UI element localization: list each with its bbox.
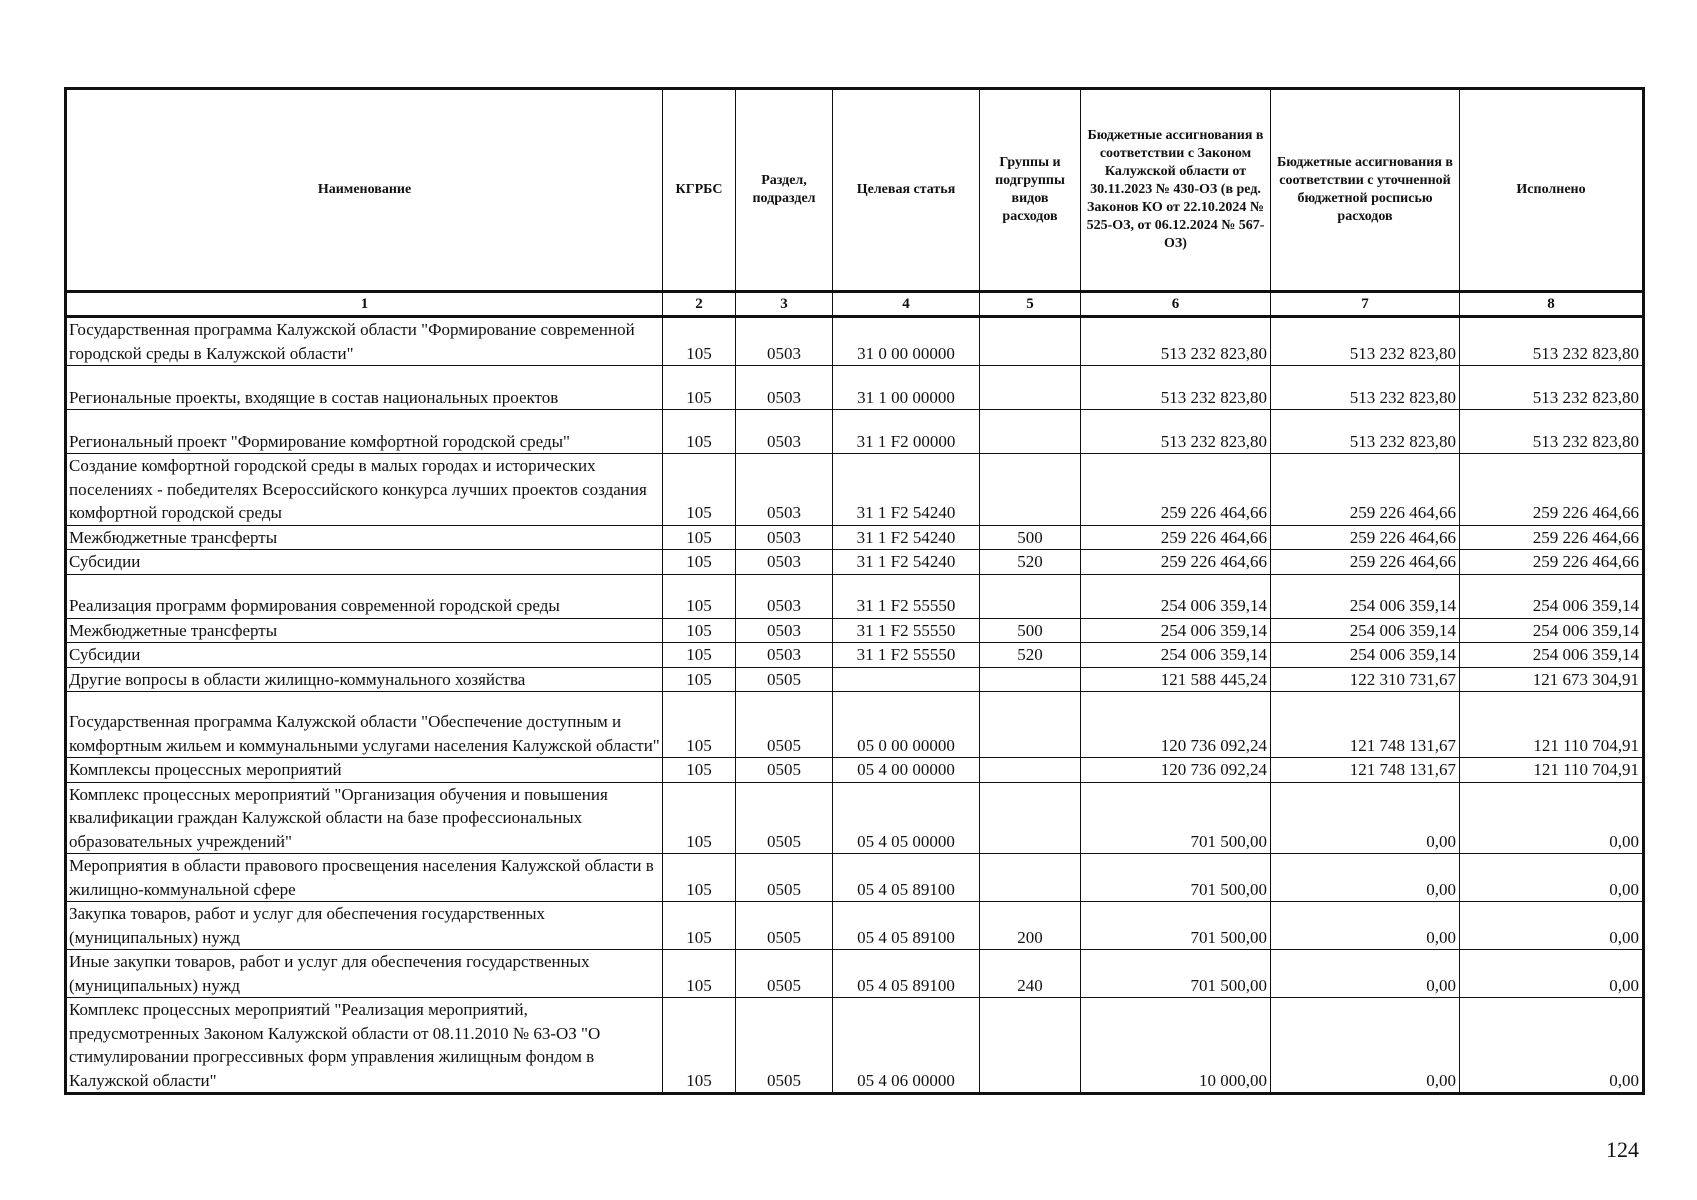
row-expense-group [980, 410, 1081, 454]
row-name: Создание комфортной городской среды в малых городах и исторических поселениях - победителях Всероссийского конкурса лучших проектов создания комфортной городской среды [66, 454, 663, 526]
row-refined-allocations: 254 006 359,14 [1271, 574, 1460, 618]
row-kgrbs: 105 [663, 574, 736, 618]
row-expense-group [980, 667, 1081, 692]
row-expense-group [980, 998, 1081, 1094]
row-name: Государственная программа Калужской области "Формирование современной городской среды в Калужской области" [66, 317, 663, 366]
row-name: Реализация программ формирования современной городской среды [66, 574, 663, 618]
row-kgrbs: 105 [663, 854, 736, 902]
header-name: Наименование [66, 89, 663, 292]
row-law-allocations: 10 000,00 [1081, 998, 1271, 1094]
row-section: 0503 [736, 618, 833, 643]
table-row [66, 454, 1644, 526]
row-expense-group [980, 692, 1081, 758]
row-target-article: 31 1 F2 55550 [833, 643, 980, 668]
row-kgrbs: 105 [663, 618, 736, 643]
table-row [66, 758, 1644, 783]
row-target-article: 31 1 F2 54240 [833, 454, 980, 526]
column-number: 4 [833, 292, 980, 317]
table-row [66, 950, 1644, 998]
row-executed: 254 006 359,14 [1460, 574, 1644, 618]
row-target-article: 05 4 06 00000 [833, 998, 980, 1094]
header-section: Раздел, подраздел [736, 89, 833, 292]
row-kgrbs: 105 [663, 317, 736, 366]
row-expense-group [980, 317, 1081, 366]
row-refined-allocations: 0,00 [1271, 902, 1460, 950]
column-number: 8 [1460, 292, 1644, 317]
row-section: 0505 [736, 692, 833, 758]
row-target-article: 05 4 00 00000 [833, 758, 980, 783]
row-law-allocations: 254 006 359,14 [1081, 618, 1271, 643]
table-row [66, 667, 1644, 692]
row-name: Государственная программа Калужской области "Обеспечение доступным и комфортным жильем и коммунальными услугами населения Калужской области" [66, 692, 663, 758]
row-refined-allocations: 513 232 823,80 [1271, 317, 1460, 366]
row-refined-allocations: 254 006 359,14 [1271, 643, 1460, 668]
row-section: 0505 [736, 758, 833, 783]
column-number: 7 [1271, 292, 1460, 317]
budget-report-sheet [64, 87, 1645, 1095]
row-kgrbs: 105 [663, 410, 736, 454]
row-executed: 254 006 359,14 [1460, 618, 1644, 643]
row-section: 0503 [736, 454, 833, 526]
row-refined-allocations: 259 226 464,66 [1271, 454, 1460, 526]
table-row [66, 998, 1644, 1094]
row-name: Субсидии [66, 643, 663, 668]
row-name: Региональные проекты, входящие в состав национальных проектов [66, 366, 663, 410]
row-name: Субсидии [66, 550, 663, 575]
column-number: 1 [66, 292, 663, 317]
row-law-allocations: 254 006 359,14 [1081, 574, 1271, 618]
row-kgrbs: 105 [663, 998, 736, 1094]
table-row [66, 410, 1644, 454]
row-target-article: 31 1 F2 55550 [833, 574, 980, 618]
row-executed: 121 673 304,91 [1460, 667, 1644, 692]
row-section: 0505 [736, 782, 833, 854]
row-section: 0505 [736, 902, 833, 950]
row-law-allocations: 259 226 464,66 [1081, 550, 1271, 575]
row-refined-allocations: 0,00 [1271, 854, 1460, 902]
table-row [66, 692, 1644, 758]
column-number: 3 [736, 292, 833, 317]
budget-table [64, 87, 1645, 1095]
row-kgrbs: 105 [663, 366, 736, 410]
row-executed: 513 232 823,80 [1460, 317, 1644, 366]
row-law-allocations: 120 736 092,24 [1081, 692, 1271, 758]
row-executed: 513 232 823,80 [1460, 410, 1644, 454]
row-executed: 0,00 [1460, 950, 1644, 998]
row-section: 0503 [736, 366, 833, 410]
row-target-article: 31 1 F2 00000 [833, 410, 980, 454]
row-expense-group [980, 758, 1081, 783]
row-law-allocations: 259 226 464,66 [1081, 525, 1271, 550]
table-row [66, 782, 1644, 854]
row-kgrbs: 105 [663, 525, 736, 550]
row-expense-group: 500 [980, 525, 1081, 550]
header-kgrbs: КГРБС [663, 89, 736, 292]
row-section: 0503 [736, 643, 833, 668]
column-number: 6 [1081, 292, 1271, 317]
row-kgrbs: 105 [663, 758, 736, 783]
row-name: Комплекс процессных мероприятий "Реализация мероприятий, предусмотренных Законом Калужской области от 08.11.2010 № 63-ОЗ "О стимулировании прогрессивных форм управления жилищным фондом в Калужской области" [66, 998, 663, 1094]
row-expense-group: 240 [980, 950, 1081, 998]
header-expense-group: Группы и подгруппы видов расходов [980, 89, 1081, 292]
row-target-article [833, 667, 980, 692]
row-kgrbs: 105 [663, 667, 736, 692]
row-refined-allocations: 0,00 [1271, 782, 1460, 854]
row-name: Региональный проект "Формирование комфортной городской среды" [66, 410, 663, 454]
row-refined-allocations: 513 232 823,80 [1271, 410, 1460, 454]
row-refined-allocations: 121 748 131,67 [1271, 758, 1460, 783]
row-kgrbs: 105 [663, 950, 736, 998]
row-section: 0503 [736, 525, 833, 550]
row-law-allocations: 701 500,00 [1081, 854, 1271, 902]
row-executed: 254 006 359,14 [1460, 643, 1644, 668]
header-row [66, 89, 1644, 292]
row-expense-group [980, 454, 1081, 526]
row-name: Межбюджетные трансферты [66, 525, 663, 550]
row-target-article: 05 4 05 00000 [833, 782, 980, 854]
row-target-article: 05 0 00 00000 [833, 692, 980, 758]
row-section: 0505 [736, 998, 833, 1094]
table-row [66, 854, 1644, 902]
row-executed: 259 226 464,66 [1460, 525, 1644, 550]
table-row [66, 550, 1644, 575]
row-law-allocations: 701 500,00 [1081, 902, 1271, 950]
row-expense-group: 500 [980, 618, 1081, 643]
row-name: Закупка товаров, работ и услуг для обеспечения государственных (муниципальных) нужд [66, 902, 663, 950]
table-row [66, 618, 1644, 643]
row-target-article: 05 4 05 89100 [833, 902, 980, 950]
row-target-article: 31 1 F2 54240 [833, 525, 980, 550]
row-law-allocations: 513 232 823,80 [1081, 317, 1271, 366]
row-target-article: 05 4 05 89100 [833, 854, 980, 902]
row-refined-allocations: 0,00 [1271, 998, 1460, 1094]
row-name: Другие вопросы в области жилищно-коммунального хозяйства [66, 667, 663, 692]
row-expense-group: 520 [980, 550, 1081, 575]
table-body [66, 317, 1644, 1094]
row-section: 0505 [736, 854, 833, 902]
row-expense-group: 520 [980, 643, 1081, 668]
row-law-allocations: 513 232 823,80 [1081, 410, 1271, 454]
row-section: 0505 [736, 950, 833, 998]
page-number: 124 [1606, 1137, 1639, 1162]
row-kgrbs: 105 [663, 550, 736, 575]
row-refined-allocations: 121 748 131,67 [1271, 692, 1460, 758]
table-row [66, 317, 1644, 366]
row-section: 0505 [736, 667, 833, 692]
header-executed: Исполнено [1460, 89, 1644, 292]
row-executed: 513 232 823,80 [1460, 366, 1644, 410]
row-refined-allocations: 259 226 464,66 [1271, 550, 1460, 575]
row-refined-allocations: 122 310 731,67 [1271, 667, 1460, 692]
row-executed: 259 226 464,66 [1460, 550, 1644, 575]
row-target-article: 31 0 00 00000 [833, 317, 980, 366]
row-name: Мероприятия в области правового просвещения населения Калужской области в жилищно-коммунальной сфере [66, 854, 663, 902]
row-target-article: 05 4 05 89100 [833, 950, 980, 998]
header-law-allocations: Бюджетные ассигнования в соответствии с Законом Калужской области от 30.11.2023 № 430-ОЗ (в ред. Законов КО от 22.10.2024 № 525-ОЗ, от 06.12.2024 № 567-ОЗ) [1081, 89, 1271, 292]
row-refined-allocations: 0,00 [1271, 950, 1460, 998]
column-number: 2 [663, 292, 736, 317]
row-name: Иные закупки товаров, работ и услуг для обеспечения государственных (муниципальных) нужд [66, 950, 663, 998]
table-row [66, 366, 1644, 410]
row-law-allocations: 513 232 823,80 [1081, 366, 1271, 410]
row-target-article: 31 1 F2 55550 [833, 618, 980, 643]
table-row [66, 902, 1644, 950]
row-executed: 0,00 [1460, 854, 1644, 902]
row-law-allocations: 701 500,00 [1081, 782, 1271, 854]
row-executed: 0,00 [1460, 782, 1644, 854]
row-name: Межбюджетные трансферты [66, 618, 663, 643]
column-number: 5 [980, 292, 1081, 317]
row-executed: 121 110 704,91 [1460, 758, 1644, 783]
row-kgrbs: 105 [663, 782, 736, 854]
row-target-article: 31 1 00 00000 [833, 366, 980, 410]
row-section: 0503 [736, 317, 833, 366]
row-expense-group [980, 854, 1081, 902]
row-target-article: 31 1 F2 54240 [833, 550, 980, 575]
row-expense-group [980, 782, 1081, 854]
row-law-allocations: 701 500,00 [1081, 950, 1271, 998]
row-name: Комплексы процессных мероприятий [66, 758, 663, 783]
table-row [66, 574, 1644, 618]
row-law-allocations: 259 226 464,66 [1081, 454, 1271, 526]
row-kgrbs: 105 [663, 692, 736, 758]
row-expense-group [980, 574, 1081, 618]
row-refined-allocations: 513 232 823,80 [1271, 366, 1460, 410]
row-law-allocations: 120 736 092,24 [1081, 758, 1271, 783]
row-executed: 259 226 464,66 [1460, 454, 1644, 526]
row-executed: 0,00 [1460, 998, 1644, 1094]
row-expense-group [980, 366, 1081, 410]
row-section: 0503 [736, 550, 833, 575]
row-section: 0503 [736, 410, 833, 454]
header-target-article: Целевая статья [833, 89, 980, 292]
row-kgrbs: 105 [663, 454, 736, 526]
row-law-allocations: 121 588 445,24 [1081, 667, 1271, 692]
row-law-allocations: 254 006 359,14 [1081, 643, 1271, 668]
row-refined-allocations: 254 006 359,14 [1271, 618, 1460, 643]
table-header [66, 89, 1644, 317]
row-name: Комплекс процессных мероприятий "Организация обучения и повышения квалификации граждан Калужской области на базе профессиональных образовательных учреждений" [66, 782, 663, 854]
table-row [66, 643, 1644, 668]
row-kgrbs: 105 [663, 902, 736, 950]
row-executed: 0,00 [1460, 902, 1644, 950]
header-refined-allocations: Бюджетные ассигнования в соответствии с уточненной бюджетной росписью расходов [1271, 89, 1460, 292]
row-section: 0503 [736, 574, 833, 618]
row-refined-allocations: 259 226 464,66 [1271, 525, 1460, 550]
row-kgrbs: 105 [663, 643, 736, 668]
header-number-row [66, 292, 1644, 317]
table-row [66, 525, 1644, 550]
row-executed: 121 110 704,91 [1460, 692, 1644, 758]
row-expense-group: 200 [980, 902, 1081, 950]
